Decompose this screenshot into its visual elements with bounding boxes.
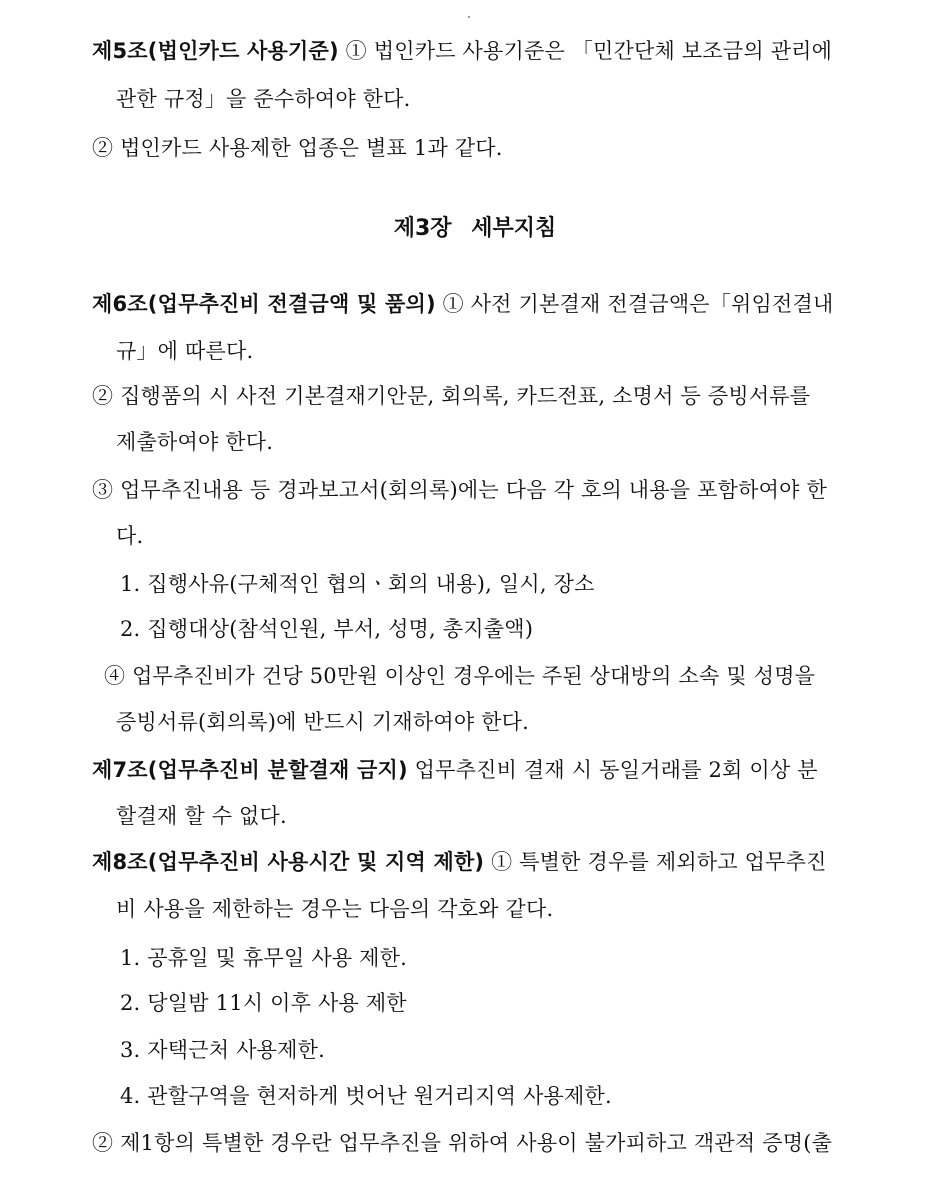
article-6-para-1-text: ① 사전 기본결재 전결금액은「위임전결내	[435, 292, 834, 316]
article-8-item-2: 2. 당일밤 11시 이후 사용 제한	[120, 991, 407, 1015]
scan-speck	[468, 16, 470, 18]
article-5-line-2: 관한 규정」을 준수하여야 한다.	[116, 87, 411, 111]
article-6-para-3-line-1: ③ 업무추진내용 등 경과보고서(회의록)에는 다음 각 호의 내용을 포함하여야 한	[92, 478, 827, 502]
article-8-para-1-text: ① 특별한 경우를 제외하고 업무추진	[484, 850, 827, 874]
article-6-para-4-line-2: 증빙서류(회의록)에 반드시 기재하여야 한다.	[116, 710, 530, 734]
article-8-para-2-line-1: ② 제1항의 특별한 경우란 업무추진을 위하여 사용이 불가피하고 객관적 증명(출	[92, 1131, 833, 1155]
article-6-title: 제6조(업무추진비 전결금액 및 품의)	[92, 292, 436, 316]
chapter-3-heading: 제3장 세부지침	[393, 216, 557, 241]
article-5-line-1	[92, 36, 832, 66]
article-6-item-2: 2. 집행대상(참석인원, 부서, 성명, 총지출액)	[120, 617, 534, 641]
article-7-line-1	[92, 755, 818, 785]
article-6-para-4-line-1: ④ 업무추진비가 건당 50만원 이상인 경우에는 주된 상대방의 소속 및 성명을	[104, 664, 816, 688]
article-8-item-4: 4. 관할구역을 현저하게 벗어난 원거리지역 사용제한.	[120, 1084, 612, 1108]
article-8-line-1	[92, 847, 827, 877]
article-8-item-3: 3. 자택근처 사용제한.	[120, 1038, 325, 1062]
article-6-line-1	[92, 289, 833, 319]
article-5-para-1-text: ① 법인카드 사용기준은 「민간단체 보조금의 관리에	[338, 39, 833, 63]
article-8-item-1: 1. 공휴일 및 휴무일 사용 제한.	[120, 946, 408, 970]
article-8-title: 제8조(업무추진비 사용시간 및 지역 제한)	[92, 850, 485, 874]
article-8-para-1-line-2: 비 사용을 제한하는 경우는 다음의 각호와 같다.	[116, 897, 554, 921]
article-6-para-1-line-2: 규」에 따른다.	[116, 339, 254, 363]
article-6-item-1: 1. 집행사유(구체적인 협의ㆍ회의 내용), 일시, 장소	[120, 572, 595, 596]
article-7-title: 제7조(업무추진비 분할결재 금지)	[92, 758, 408, 782]
article-7-line-2: 할결재 할 수 없다.	[116, 804, 287, 828]
article-7-text: 업무추진비 결재 시 동일거래를 2회 이상 분	[407, 758, 818, 782]
article-5-para-2: ② 법인카드 사용제한 업종은 별표 1과 같다.	[92, 136, 503, 160]
article-6-para-2-line-2: 제출하여야 한다.	[116, 430, 274, 454]
article-6-para-3-line-2: 다.	[116, 524, 144, 548]
article-5-title: 제5조(법인카드 사용기준)	[92, 39, 339, 63]
article-6-para-2-line-1: ② 집행품의 시 사전 기본결재기안문, 회의록, 카드전표, 소명서 등 증빙서류를	[92, 384, 811, 408]
